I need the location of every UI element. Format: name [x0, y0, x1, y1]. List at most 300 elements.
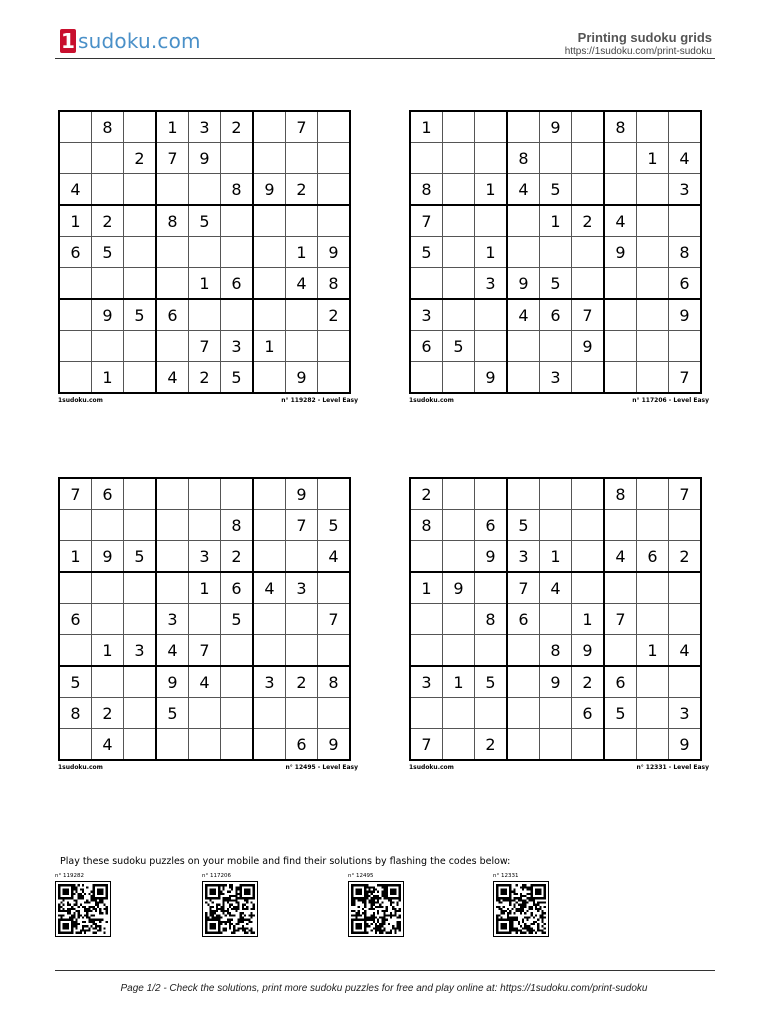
grid-cell [604, 362, 637, 394]
grid-cell [189, 698, 221, 729]
grid-cell: 6 [92, 478, 124, 510]
grid-cell: 8 [540, 635, 572, 667]
grid-cell: 9 [475, 541, 508, 573]
grid-cell [286, 698, 318, 729]
grid-cell [59, 331, 92, 362]
puzzle-label: n° 12331 - Level Easy [636, 764, 709, 771]
grid-cell: 5 [59, 666, 92, 698]
grid-cell [253, 635, 286, 667]
grid-cell [669, 205, 702, 237]
grid-row [410, 510, 701, 541]
grid-row [59, 143, 350, 174]
grid-row [410, 666, 701, 698]
grid-cell: 5 [604, 698, 637, 729]
grid-cell: 1 [253, 331, 286, 362]
grid-cell [189, 729, 221, 761]
qr-label: n° 12331 [493, 873, 519, 879]
grid-cell [637, 478, 669, 510]
grid-cell [221, 299, 254, 331]
qr-code-1[interactable] [55, 873, 111, 941]
grid-cell [156, 729, 189, 761]
grid-row [59, 729, 350, 761]
grid-cell: 1 [156, 111, 189, 143]
grid-cell [669, 331, 702, 362]
grid-row [410, 604, 701, 635]
grid-cell: 9 [669, 729, 702, 761]
grid-row [410, 205, 701, 237]
puzzle-site: 1sudoku.com [409, 764, 454, 771]
grid-cell: 7 [669, 478, 702, 510]
grid-cell: 9 [286, 362, 318, 394]
grid-row [59, 541, 350, 573]
grid-cell: 4 [604, 541, 637, 573]
grid-row [59, 237, 350, 268]
grid-cell [443, 268, 475, 300]
grid-cell: 7 [410, 205, 443, 237]
grid-cell: 8 [410, 510, 443, 541]
grid-cell [572, 541, 605, 573]
grid-cell: 2 [669, 541, 702, 573]
qr-code-icon [55, 881, 111, 937]
grid-cell [637, 362, 669, 394]
grid-cell [572, 362, 605, 394]
sudoku-puzzle-4 [409, 477, 709, 771]
grid-cell [59, 268, 92, 300]
grid-cell [156, 331, 189, 362]
grid-cell [286, 635, 318, 667]
grid-cell: 4 [540, 572, 572, 604]
grid-row [59, 635, 350, 667]
grid-cell [669, 666, 702, 698]
grid-cell: 8 [669, 237, 702, 268]
grid-cell: 1 [189, 268, 221, 300]
grid-cell: 3 [189, 111, 221, 143]
grid-row [59, 698, 350, 729]
grid-cell: 5 [189, 205, 221, 237]
grid-cell [507, 205, 540, 237]
grid-cell: 4 [92, 729, 124, 761]
grid-cell: 6 [59, 237, 92, 268]
grid-cell: 2 [221, 541, 254, 573]
grid-cell [318, 331, 351, 362]
grid-cell: 2 [92, 205, 124, 237]
grid-cell: 5 [156, 698, 189, 729]
grid-cell: 4 [604, 205, 637, 237]
grid-cell: 3 [669, 174, 702, 206]
grid-cell: 2 [475, 729, 508, 761]
grid-cell: 3 [410, 666, 443, 698]
grid-cell [286, 604, 318, 635]
grid-cell [124, 111, 157, 143]
grid-cell: 1 [540, 541, 572, 573]
grid-cell [221, 698, 254, 729]
grid-cell [221, 478, 254, 510]
grid-cell [124, 478, 157, 510]
grid-cell: 2 [410, 478, 443, 510]
grid-cell: 5 [475, 666, 508, 698]
grid-cell: 9 [92, 541, 124, 573]
grid-cell [540, 237, 572, 268]
grid-cell [92, 143, 124, 174]
grid-cell: 2 [572, 205, 605, 237]
grid-cell: 5 [318, 510, 351, 541]
grid-cell [443, 143, 475, 174]
grid-cell [124, 174, 157, 206]
grid-cell [669, 111, 702, 143]
grid-cell: 9 [286, 478, 318, 510]
grid-cell: 1 [540, 205, 572, 237]
grid-cell: 8 [221, 174, 254, 206]
grid-cell [253, 143, 286, 174]
grid-cell: 8 [604, 111, 637, 143]
grid-cell [92, 666, 124, 698]
grid-cell [253, 729, 286, 761]
grid-cell: 3 [286, 572, 318, 604]
grid-cell: 3 [156, 604, 189, 635]
grid-cell [221, 205, 254, 237]
grid-cell [59, 729, 92, 761]
grid-cell [221, 143, 254, 174]
grid-row [410, 268, 701, 300]
grid-cell: 2 [286, 174, 318, 206]
grid-cell [253, 299, 286, 331]
grid-cell: 9 [318, 729, 351, 761]
puzzle-footer [409, 397, 709, 404]
grid-cell: 7 [318, 604, 351, 635]
grid-cell [253, 205, 286, 237]
grid-cell: 1 [189, 572, 221, 604]
grid-cell [572, 174, 605, 206]
grid-cell: 5 [443, 331, 475, 362]
puzzle-footer [58, 764, 358, 771]
grid-cell: 8 [410, 174, 443, 206]
grid-cell [637, 510, 669, 541]
grid-row [410, 331, 701, 362]
grid-cell [507, 729, 540, 761]
grid-cell [124, 268, 157, 300]
grid-cell [410, 635, 443, 667]
grid-cell [318, 205, 351, 237]
grid-cell [410, 268, 443, 300]
grid-cell [507, 635, 540, 667]
grid-cell [253, 510, 286, 541]
grid-cell [475, 143, 508, 174]
header-divider [55, 58, 715, 59]
grid-cell [475, 331, 508, 362]
grid-cell: 1 [637, 635, 669, 667]
grid-cell [156, 478, 189, 510]
grid-cell: 1 [443, 666, 475, 698]
grid-row [410, 299, 701, 331]
grid-cell [59, 510, 92, 541]
grid-cell: 4 [156, 635, 189, 667]
grid-cell [604, 572, 637, 604]
grid-cell [669, 510, 702, 541]
grid-cell [443, 541, 475, 573]
puzzle-site: 1sudoku.com [58, 764, 103, 771]
sudoku-grid [58, 110, 351, 394]
qr-code-icon [202, 881, 258, 937]
sudoku-grid [409, 477, 702, 761]
grid-cell [124, 331, 157, 362]
grid-cell: 8 [475, 604, 508, 635]
grid-cell: 1 [637, 143, 669, 174]
grid-cell [540, 478, 572, 510]
grid-cell [189, 174, 221, 206]
grid-cell: 6 [156, 299, 189, 331]
sudoku-puzzle-1 [58, 110, 358, 404]
puzzle-site: 1sudoku.com [58, 397, 103, 404]
puzzle-label: n° 12495 - Level Easy [285, 764, 358, 771]
grid-cell [221, 635, 254, 667]
grid-cell: 8 [318, 666, 351, 698]
puzzle-footer [58, 397, 358, 404]
grid-cell: 2 [286, 666, 318, 698]
grid-cell [124, 729, 157, 761]
grid-cell [443, 205, 475, 237]
grid-cell: 5 [124, 541, 157, 573]
grid-cell [156, 510, 189, 541]
grid-cell [156, 237, 189, 268]
grid-cell [253, 111, 286, 143]
grid-cell: 2 [221, 111, 254, 143]
grid-cell: 9 [572, 635, 605, 667]
grid-cell [318, 635, 351, 667]
grid-cell [221, 666, 254, 698]
page-url[interactable]: https://1sudoku.com/print-sudoku [564, 46, 712, 57]
qr-code-4[interactable] [493, 873, 549, 941]
grid-cell [669, 604, 702, 635]
grid-cell [507, 698, 540, 729]
qr-code-2[interactable] [202, 873, 258, 941]
grid-cell [604, 268, 637, 300]
grid-cell [637, 572, 669, 604]
grid-cell [59, 635, 92, 667]
grid-row [59, 572, 350, 604]
qr-label: n° 117206 [202, 873, 231, 879]
grid-cell [475, 635, 508, 667]
grid-cell [318, 478, 351, 510]
grid-cell [124, 604, 157, 635]
qr-instructions: Play these sudoku puzzles on your mobile and find their solutions by flashing the codes below: [60, 856, 511, 867]
grid-cell [92, 572, 124, 604]
grid-cell [410, 362, 443, 394]
grid-row [59, 268, 350, 300]
grid-cell: 9 [92, 299, 124, 331]
grid-cell [189, 510, 221, 541]
grid-cell: 6 [540, 299, 572, 331]
grid-cell [92, 268, 124, 300]
grid-cell [443, 510, 475, 541]
grid-row [59, 111, 350, 143]
grid-cell: 2 [92, 698, 124, 729]
grid-cell [507, 331, 540, 362]
grid-cell [253, 604, 286, 635]
grid-cell [124, 698, 157, 729]
grid-cell: 4 [156, 362, 189, 394]
grid-cell: 8 [318, 268, 351, 300]
grid-cell: 8 [604, 478, 637, 510]
grid-cell [124, 666, 157, 698]
grid-cell [318, 572, 351, 604]
grid-row [59, 331, 350, 362]
grid-cell [637, 604, 669, 635]
grid-cell [540, 698, 572, 729]
grid-row [410, 143, 701, 174]
grid-cell: 6 [475, 510, 508, 541]
grid-cell [318, 698, 351, 729]
grid-cell [410, 698, 443, 729]
grid-cell [443, 174, 475, 206]
grid-row [410, 698, 701, 729]
sudoku-grid [409, 110, 702, 394]
grid-cell: 5 [92, 237, 124, 268]
grid-cell: 3 [410, 299, 443, 331]
grid-cell [286, 541, 318, 573]
grid-cell: 9 [604, 237, 637, 268]
grid-row [59, 478, 350, 510]
grid-cell [604, 299, 637, 331]
grid-cell [604, 510, 637, 541]
grid-cell: 9 [540, 666, 572, 698]
grid-cell [410, 604, 443, 635]
grid-cell [572, 111, 605, 143]
grid-cell: 7 [286, 510, 318, 541]
grid-cell: 9 [475, 362, 508, 394]
grid-cell: 6 [221, 572, 254, 604]
grid-row [59, 362, 350, 394]
grid-cell [410, 541, 443, 573]
grid-cell [189, 237, 221, 268]
qr-code-3[interactable] [348, 873, 404, 941]
grid-cell [637, 729, 669, 761]
grid-cell [286, 205, 318, 237]
grid-cell: 3 [221, 331, 254, 362]
grid-cell [124, 510, 157, 541]
grid-cell [156, 572, 189, 604]
footer-divider [55, 970, 715, 971]
grid-cell: 9 [572, 331, 605, 362]
puzzle-label: n° 117206 - Level Easy [632, 397, 709, 404]
grid-cell: 7 [572, 299, 605, 331]
grid-cell [189, 299, 221, 331]
grid-cell [507, 237, 540, 268]
grid-cell: 3 [124, 635, 157, 667]
grid-cell [443, 698, 475, 729]
grid-cell [637, 237, 669, 268]
grid-cell [637, 268, 669, 300]
grid-cell: 1 [59, 541, 92, 573]
grid-cell: 4 [669, 635, 702, 667]
grid-cell [318, 143, 351, 174]
grid-cell: 9 [156, 666, 189, 698]
grid-cell [286, 143, 318, 174]
grid-cell [540, 143, 572, 174]
grid-cell: 5 [221, 604, 254, 635]
grid-cell [124, 237, 157, 268]
grid-cell: 7 [604, 604, 637, 635]
grid-cell: 6 [221, 268, 254, 300]
grid-cell [669, 572, 702, 604]
grid-cell: 7 [156, 143, 189, 174]
grid-cell [92, 331, 124, 362]
grid-cell [253, 698, 286, 729]
grid-row [410, 478, 701, 510]
logo-badge: 1 [61, 29, 75, 53]
sudoku-grid [58, 477, 351, 761]
grid-cell: 8 [221, 510, 254, 541]
grid-cell [124, 572, 157, 604]
grid-cell: 4 [507, 174, 540, 206]
grid-cell: 5 [507, 510, 540, 541]
site-logo[interactable] [60, 26, 201, 56]
sudoku-puzzle-2 [409, 110, 709, 404]
grid-cell: 1 [59, 205, 92, 237]
grid-cell [253, 237, 286, 268]
grid-row [410, 362, 701, 394]
grid-cell: 1 [410, 572, 443, 604]
grid-cell [475, 698, 508, 729]
grid-cell [572, 237, 605, 268]
grid-row [59, 604, 350, 635]
grid-cell: 1 [572, 604, 605, 635]
grid-row [410, 541, 701, 573]
grid-cell [443, 635, 475, 667]
qr-label: n° 12495 [348, 873, 374, 879]
grid-cell: 8 [92, 111, 124, 143]
grid-cell [253, 268, 286, 300]
grid-cell: 5 [540, 268, 572, 300]
grid-cell: 7 [59, 478, 92, 510]
qr-code-icon [348, 881, 404, 937]
puzzle-footer [409, 764, 709, 771]
grid-cell: 8 [507, 143, 540, 174]
grid-cell: 6 [286, 729, 318, 761]
grid-cell: 4 [286, 268, 318, 300]
grid-cell [637, 111, 669, 143]
grid-cell: 5 [124, 299, 157, 331]
grid-cell [318, 174, 351, 206]
grid-cell: 9 [189, 143, 221, 174]
grid-cell: 2 [572, 666, 605, 698]
grid-cell [443, 111, 475, 143]
grid-cell [604, 729, 637, 761]
grid-cell [253, 541, 286, 573]
grid-cell [443, 362, 475, 394]
grid-cell [124, 362, 157, 394]
grid-cell [156, 174, 189, 206]
grid-cell: 7 [189, 635, 221, 667]
grid-cell [443, 478, 475, 510]
grid-cell: 2 [124, 143, 157, 174]
grid-cell: 2 [318, 299, 351, 331]
grid-cell [475, 111, 508, 143]
grid-cell [637, 666, 669, 698]
grid-cell [253, 362, 286, 394]
page-footer: Page 1/2 - Check the solutions, print more sudoku puzzles for free and play online at: https://1sudoku.com/print-sudoku [120, 983, 648, 994]
grid-row [59, 174, 350, 206]
grid-cell: 5 [410, 237, 443, 268]
logo-text: sudoku.com [78, 29, 201, 53]
grid-cell: 1 [475, 174, 508, 206]
grid-cell [507, 666, 540, 698]
grid-cell: 5 [221, 362, 254, 394]
grid-cell [286, 299, 318, 331]
grid-cell: 7 [189, 331, 221, 362]
sudoku-puzzle-3 [58, 477, 358, 771]
grid-cell: 6 [669, 268, 702, 300]
grid-cell [318, 362, 351, 394]
